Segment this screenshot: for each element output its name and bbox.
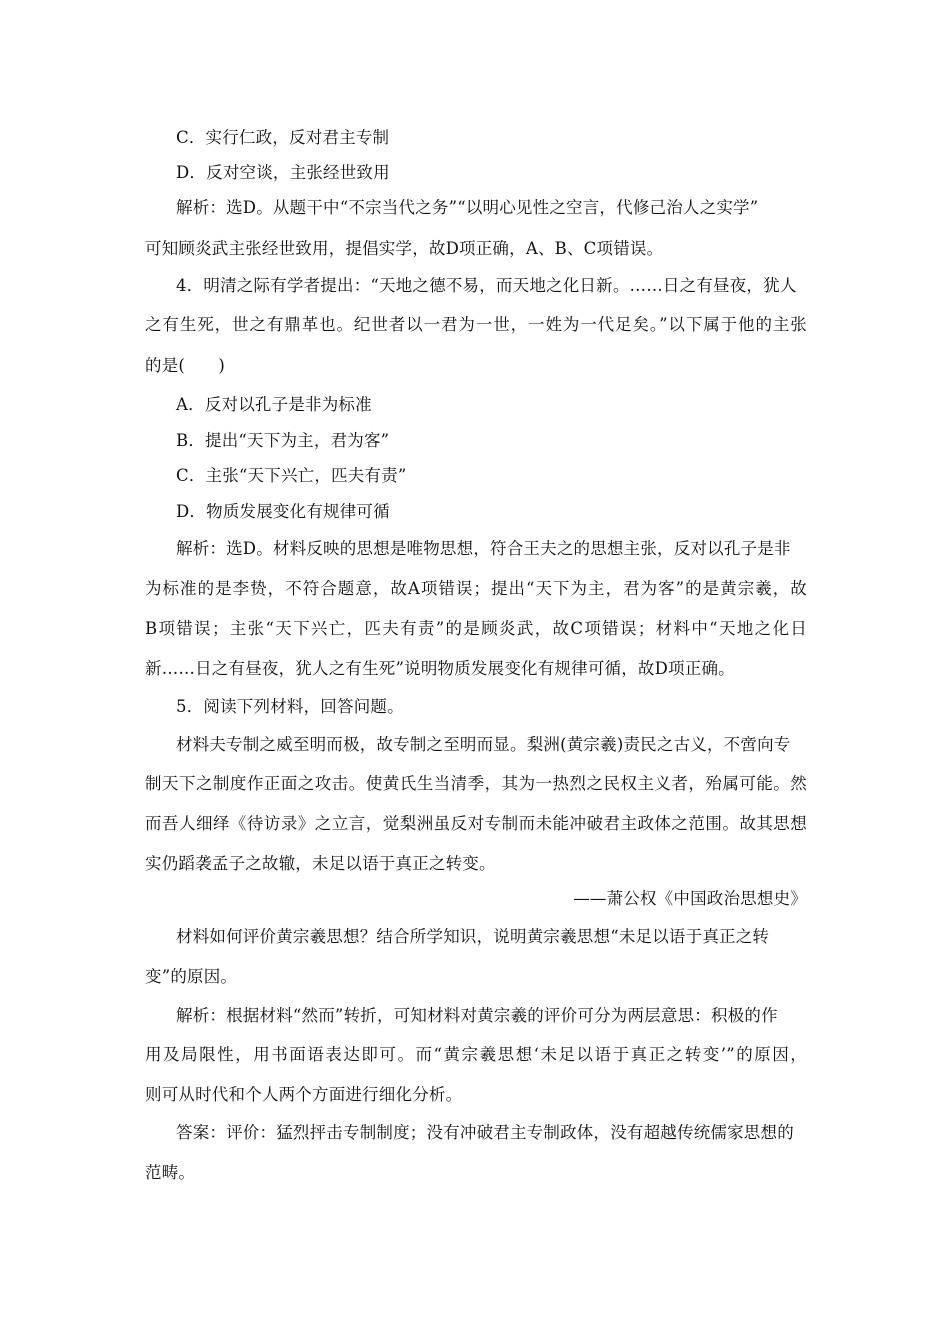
option-d-q3: D．反对空谈，主张经世致用 [176, 163, 390, 182]
option-d-q4: D．物质发展变化有规律可循 [176, 502, 390, 521]
analysis-q5-line-3: 则可从时代和个人两个方面进行细化分析。 [145, 1085, 463, 1104]
material-line-4: 实仍蹈袭孟子之故辙，未足以语于真正之转变。 [145, 854, 496, 873]
analysis-q5-line-1: 解析：根据材料“然而”转折，可知材料对黄宗羲的评价可分为两层意思：积极的作 [176, 1006, 778, 1025]
option-b-q4: B．提出“天下为主，君为客” [176, 431, 390, 450]
answer-q5-line-2: 范畴。 [145, 1163, 196, 1182]
analysis-q4-line-2: 为标准的是李贽，不符合题意，故A项错误；提出“天下为主，君为客”的是黄宗羲，故 [145, 579, 807, 598]
analysis-q4-line-3: B项错误；主张“天下兴亡，匹夫有责”的是顾炎武，故C项错误；材料中“天地之化日 [145, 619, 807, 638]
material-line-2: 制天下之制度作正面之攻击。使黄氏生当清季，其为一热烈之民权主义者，殆属可能。然 [145, 774, 807, 793]
option-c-q4: C．主张“天下兴亡，匹夫有责” [176, 466, 407, 485]
question-4-line-1: 4．明清之际有学者提出：“天地之德不易，而天地之化日新。……日之有昼夜，犹人 [176, 276, 797, 295]
question-5-prompt-line-2: 变”的原因。 [145, 967, 238, 986]
question-4-line-2: 之有生死，世之有鼎革也。纪世者以一君为一世，一姓为一代足矣。”以下属于他的主张 [145, 315, 807, 334]
analysis-q3-line-2: 可知顾炎武主张经世致用，提倡实学，故D项正确，A、B、C项错误。 [145, 239, 664, 258]
option-c-q3: C．实行仁政，反对君主专制 [176, 128, 390, 147]
answer-q5-line-1: 答案：评价：猛烈抨击专制制度；没有冲破君主专制政体，没有超越传统儒家思想的 [176, 1123, 794, 1142]
question-4-line-3: 的是( ) [145, 356, 226, 375]
material-source: ——萧公权《中国政治思想史》 [573, 889, 807, 908]
material-line-3: 而吾人细绎《待访录》之立言，觉梨洲虽反对专制而未能冲破君主政体之范围。故其思想 [145, 814, 807, 833]
analysis-q4-line-1: 解析：选D。材料反映的思想是唯物思想，符合王夫之的思想主张，反对以孔子是非 [176, 539, 791, 558]
material-line-1: 材料夫专制之威至明而极，故专制之至明而显。梨洲(黄宗羲)责民之古义，不啻向专 [176, 735, 791, 754]
question-5-prompt-line-1: 材料如何评价黄宗羲思想？结合所学知识，说明黄宗羲思想“未足以语于真正之转 [176, 927, 770, 946]
analysis-q5-line-2: 用及局限性，用书面语表达即可。而“黄宗羲思想‘未足以语于真正之转变’”的原因， [145, 1045, 807, 1064]
analysis-q3-line-1: 解析：选D。从题干中“不宗当代之务”“以明心见性之空言，代修己治人之实学” [176, 198, 759, 217]
analysis-q4-line-4: 新……日之有昼夜，犹人之有生死”说明物质发展变化有规律可循，故D项正确。 [145, 659, 735, 678]
option-a-q4: A．反对以孔子是非为标准 [176, 395, 372, 414]
question-5-line-1: 5．阅读下列材料，回答问题。 [176, 697, 404, 716]
